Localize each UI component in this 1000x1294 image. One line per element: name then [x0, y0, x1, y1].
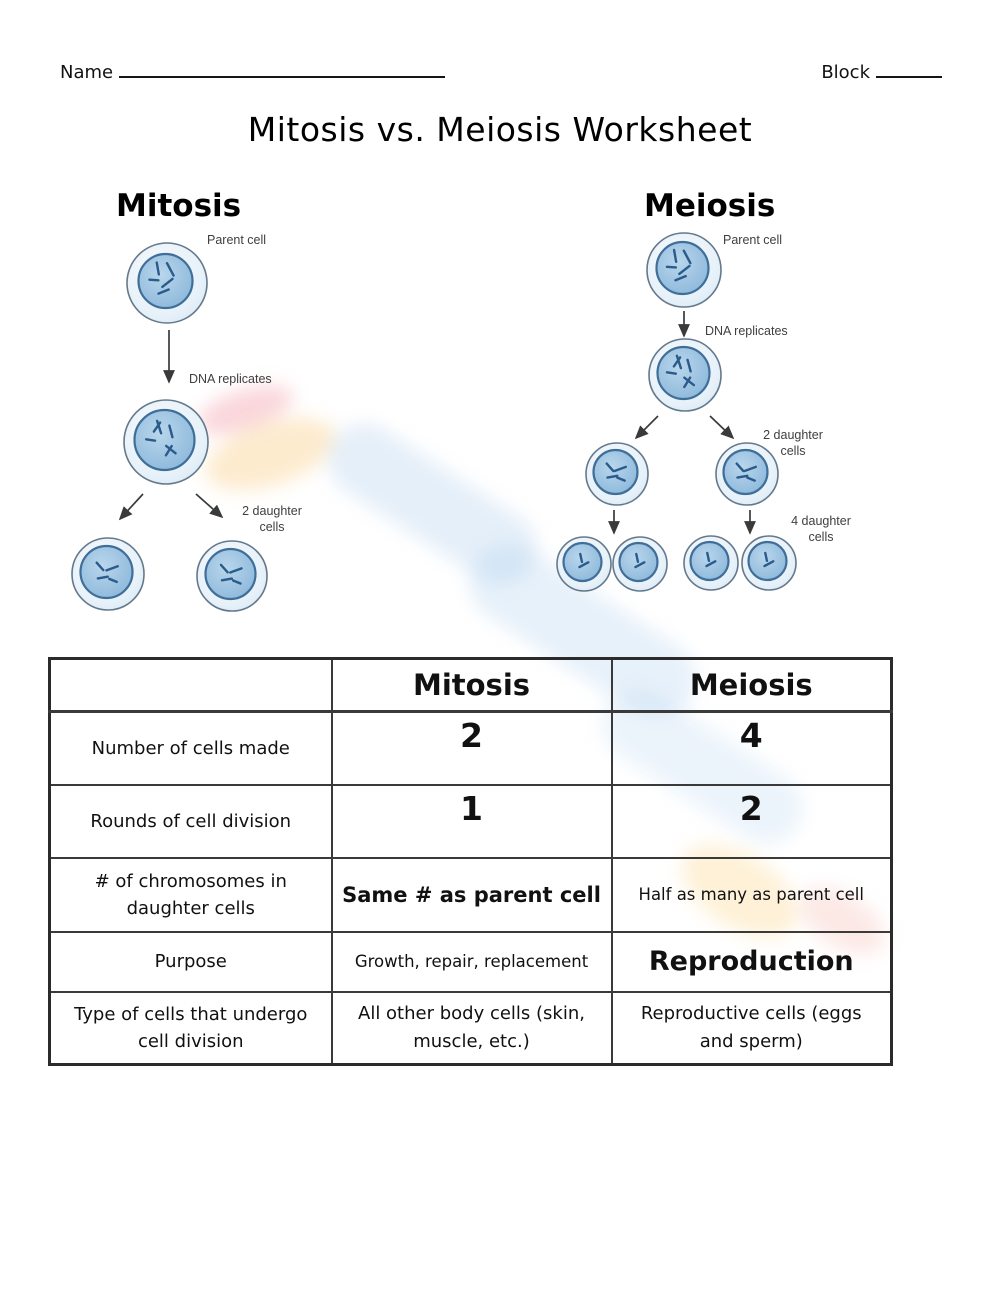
- cell-mitosis-chromosomes: Same # as parent cell: [332, 858, 612, 932]
- cell-mitosis-purpose: Growth, repair, replacement: [332, 932, 612, 992]
- mitosis-parent-cell: [127, 243, 207, 323]
- meiosis-final-cell-2: [613, 537, 667, 591]
- cell-meiosis-number-of-cells: 4: [612, 712, 892, 785]
- comparison-table: [48, 657, 893, 1066]
- cell-mitosis-number-of-cells: 2: [332, 712, 612, 785]
- meiosis-4-daughter-cells-label: 4 daughter cells: [791, 514, 851, 544]
- mitosis-heading: Mitosis: [116, 188, 242, 224]
- meiosis-heading: Meiosis: [644, 188, 776, 224]
- meiosis-daughter-cell-1: [586, 443, 648, 505]
- meiosis-final-cell-1: [557, 537, 611, 591]
- table-row: [50, 858, 892, 932]
- arrow: [196, 494, 222, 517]
- table-header-blank: [50, 659, 332, 712]
- meiosis-replicated-cell: [649, 339, 721, 411]
- diagram-cells: [72, 233, 796, 611]
- arrow: [636, 416, 658, 438]
- block-label: Block: [821, 62, 870, 83]
- name-field-row: [60, 60, 445, 83]
- cell-meiosis-chromosomes: Half as many as parent cell: [612, 858, 892, 932]
- cell-meiosis-purpose: Reproduction: [612, 932, 892, 992]
- block-field-row: [821, 60, 942, 83]
- meiosis-2-daughter-cells-label: 2 daughter cells: [763, 428, 823, 458]
- cell-mitosis-cell-types: All other body cells (skin, muscle, etc.): [332, 992, 612, 1065]
- name-blank-line: [119, 60, 445, 78]
- name-label: Name: [60, 62, 114, 83]
- row-label-purpose: Purpose: [50, 932, 332, 992]
- mitosis-replicated-cell: [124, 400, 208, 484]
- meiosis-parent-cell: [647, 233, 721, 307]
- meiosis-parent-cell-label: Parent cell: [723, 233, 783, 247]
- meiosis-final-cell-3: [684, 536, 738, 590]
- table-row: [50, 785, 892, 858]
- page-title: Mitosis vs. Meiosis Worksheet: [247, 110, 753, 149]
- cell-meiosis-cell-types: Reproductive cells (eggs and sperm): [612, 992, 892, 1065]
- mitosis-daughter-cell-1: [72, 538, 144, 610]
- table-row: [50, 712, 892, 785]
- table-header-mitosis: Mitosis: [332, 659, 612, 712]
- block-blank-line: [876, 60, 942, 78]
- mitosis-2-daughter-cells-label: 2 daughter cells: [242, 504, 302, 534]
- row-label-cell-types: Type of cells that undergo cell division: [50, 992, 332, 1065]
- mitosis-dna-replicates-label: DNA replicates: [189, 372, 272, 386]
- mitosis-daughter-cell-2: [197, 541, 267, 611]
- row-label-number-of-cells: Number of cells made: [50, 712, 332, 785]
- arrow: [710, 416, 733, 438]
- diagram-arrows: [120, 311, 750, 533]
- table-row: [50, 992, 892, 1065]
- cell-mitosis-rounds: 1: [332, 785, 612, 858]
- cell-meiosis-rounds: 2: [612, 785, 892, 858]
- meiosis-dna-replicates-label: DNA replicates: [705, 324, 788, 338]
- row-label-chromosomes: # of chromosomes in daughter cells: [50, 858, 332, 932]
- arrow: [120, 494, 143, 519]
- table-row: [50, 932, 892, 992]
- table-header-meiosis: Meiosis: [612, 659, 892, 712]
- table-header-row: [50, 659, 892, 712]
- mitosis-parent-cell-label: Parent cell: [207, 233, 267, 247]
- row-label-rounds-of-division: Rounds of cell division: [50, 785, 332, 858]
